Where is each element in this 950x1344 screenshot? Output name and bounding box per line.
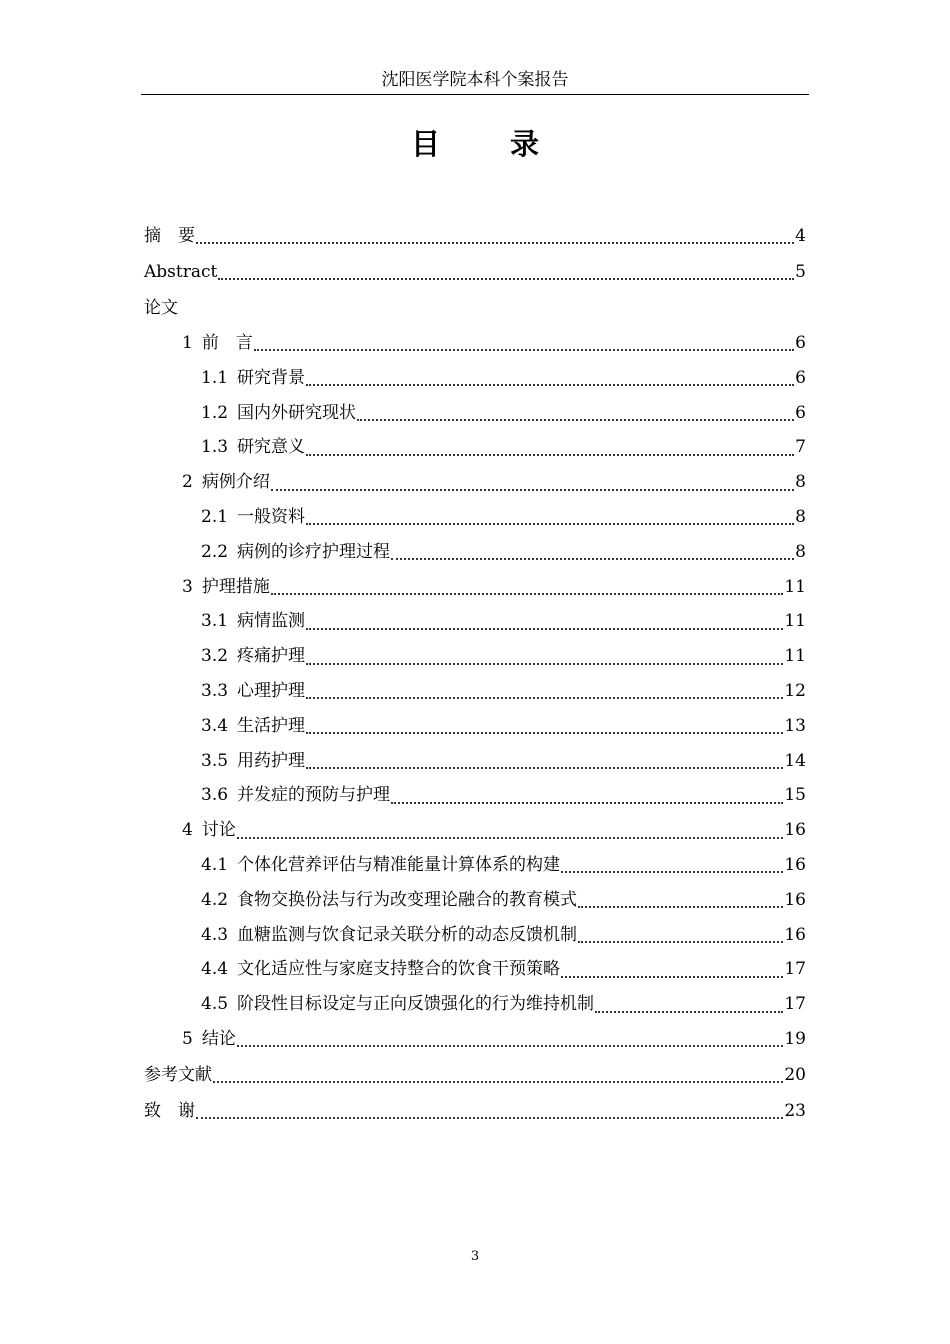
toc-entry-page: 13 bbox=[784, 715, 806, 736]
toc-entry[interactable] bbox=[144, 639, 806, 674]
toc-entry[interactable] bbox=[144, 465, 806, 500]
toc-entry-page: 14 bbox=[784, 750, 806, 771]
toc-leader-dots bbox=[237, 837, 784, 839]
toc-entry[interactable] bbox=[144, 218, 806, 254]
toc-leader-dots bbox=[306, 523, 794, 525]
toc-entry-label: 病情监测 bbox=[237, 611, 306, 632]
toc-entry-page: 11 bbox=[784, 646, 806, 667]
toc-entry-label: 研究背景 bbox=[237, 367, 306, 388]
toc-entry-label: 心理护理 bbox=[237, 680, 306, 701]
toc-entry-label: 病例介绍 bbox=[201, 472, 270, 493]
toc-entry-number: 4 bbox=[182, 820, 193, 841]
running-header: 沈阳医学院本科个案报告 bbox=[381, 70, 569, 90]
toc-entry-label: 食物交换份法与行为改变理论融合的教育模式 bbox=[237, 889, 578, 910]
toc-entry-page: 8 bbox=[795, 541, 806, 562]
toc-entry-label: 用药护理 bbox=[237, 750, 306, 771]
toc-entry-label: 摘 要 bbox=[144, 226, 195, 246]
toc-entry[interactable] bbox=[144, 987, 806, 1022]
table-of-contents bbox=[144, 218, 806, 1129]
toc-entry-number: 3.6 bbox=[201, 785, 229, 806]
toc-entry-page: 16 bbox=[784, 854, 806, 875]
toc-entry-label: 前 言 bbox=[201, 333, 253, 353]
toc-entry[interactable] bbox=[144, 883, 806, 918]
toc-entry-number: 4.3 bbox=[201, 924, 229, 945]
toc-leader-dots bbox=[213, 1081, 783, 1083]
toc-entry[interactable] bbox=[144, 918, 806, 953]
toc-entry-number: 1.3 bbox=[201, 437, 229, 458]
toc-entry-page: 16 bbox=[784, 924, 806, 945]
toc-leader-dots bbox=[391, 802, 783, 804]
toc-entry-page: 11 bbox=[784, 611, 806, 632]
toc-entry[interactable] bbox=[144, 952, 806, 987]
toc-leader-dots bbox=[271, 593, 784, 595]
toc-entry-page: 6 bbox=[795, 333, 806, 353]
toc-entry[interactable] bbox=[144, 1022, 806, 1057]
toc-leader-dots bbox=[578, 941, 783, 943]
toc-entry-number: 3.4 bbox=[201, 715, 229, 736]
toc-entry[interactable] bbox=[144, 535, 806, 570]
toc-entry-number: 4.2 bbox=[201, 889, 229, 910]
toc-entry-number: 3.1 bbox=[201, 611, 229, 632]
header-rule bbox=[141, 94, 809, 95]
toc-entry[interactable] bbox=[144, 1057, 806, 1093]
toc-entry[interactable] bbox=[144, 570, 806, 605]
toc-leader-dots bbox=[578, 906, 783, 908]
toc-entry-page: 8 bbox=[795, 472, 806, 493]
toc-entry-number: 4.1 bbox=[201, 854, 229, 875]
toc-entry-number: 1.1 bbox=[201, 367, 229, 388]
toc-entry[interactable] bbox=[144, 848, 806, 883]
toc-leader-dots bbox=[196, 1117, 783, 1119]
toc-entry-page: 6 bbox=[795, 402, 806, 423]
toc-entry[interactable] bbox=[144, 674, 806, 709]
toc-entry-label: 病例的诊疗护理过程 bbox=[237, 541, 391, 562]
toc-entry-page: 16 bbox=[784, 889, 806, 910]
toc-entry-number: 3.3 bbox=[201, 680, 229, 701]
toc-entry[interactable] bbox=[144, 290, 806, 326]
toc-entry-number: 2.2 bbox=[201, 541, 229, 562]
toc-entry[interactable] bbox=[144, 396, 806, 431]
toc-entry[interactable] bbox=[144, 430, 806, 465]
toc-leader-dots bbox=[237, 1045, 784, 1047]
toc-entry-number: 1.2 bbox=[201, 402, 229, 423]
toc-entry-page: 17 bbox=[784, 959, 806, 980]
toc-entry-page: 16 bbox=[784, 820, 806, 841]
toc-entry-number: 1 bbox=[182, 333, 193, 353]
toc-leader-dots bbox=[196, 242, 794, 244]
toc-leader-dots bbox=[391, 558, 794, 560]
toc-entry-label: 阶段性目标设定与正向反馈强化的行为维持机制 bbox=[237, 994, 595, 1015]
toc-entry-label: 论文 bbox=[144, 298, 178, 318]
toc-entry-page: 8 bbox=[795, 506, 806, 527]
toc-entry-number: 2 bbox=[182, 472, 193, 493]
toc-leader-dots bbox=[306, 767, 783, 769]
toc-entry[interactable] bbox=[144, 744, 806, 779]
toc-entry[interactable] bbox=[144, 778, 806, 813]
toc-entry[interactable] bbox=[144, 604, 806, 639]
toc-entry-number: 2.1 bbox=[201, 506, 229, 527]
toc-entry-number: 3.5 bbox=[201, 750, 229, 771]
toc-entry-label: 生活护理 bbox=[237, 715, 306, 736]
toc-leader-dots bbox=[306, 732, 783, 734]
toc-leader-dots bbox=[306, 384, 794, 386]
toc-entry[interactable] bbox=[144, 709, 806, 744]
toc-entry-label: 结论 bbox=[201, 1028, 236, 1049]
toc-entry-page: 4 bbox=[795, 226, 806, 246]
toc-entry-page: 5 bbox=[795, 262, 806, 282]
toc-entry-label: 疼痛护理 bbox=[237, 646, 306, 667]
toc-leader-dots bbox=[306, 697, 783, 699]
toc-entry-page: 17 bbox=[784, 994, 806, 1015]
toc-leader-dots bbox=[218, 278, 794, 280]
toc-entry-page: 6 bbox=[795, 367, 806, 388]
toc-entry-label: 护理措施 bbox=[201, 576, 270, 597]
toc-entry-label: 并发症的预防与护理 bbox=[237, 785, 391, 806]
toc-entry-page: 12 bbox=[784, 680, 806, 701]
toc-entry-label: 血糖监测与饮食记录关联分析的动态反馈机制 bbox=[237, 924, 578, 945]
toc-entry[interactable] bbox=[144, 813, 806, 848]
toc-entry-label: Abstract bbox=[144, 262, 218, 282]
toc-entry-page: 20 bbox=[784, 1064, 806, 1085]
toc-entry-page: 7 bbox=[795, 437, 806, 458]
toc-entry-label: 致 谢 bbox=[144, 1100, 195, 1121]
toc-entry-label: 一般资料 bbox=[237, 506, 306, 527]
toc-entry-label: 个体化营养评估与精准能量计算体系的构建 bbox=[237, 854, 561, 875]
toc-entry-page: 15 bbox=[784, 785, 806, 806]
toc-leader-dots bbox=[306, 454, 794, 456]
toc-leader-dots bbox=[271, 489, 794, 491]
toc-entry-label: 研究意义 bbox=[237, 437, 306, 458]
toc-leader-dots bbox=[306, 663, 783, 665]
toc-entry-page: 23 bbox=[784, 1100, 806, 1121]
page-number: 3 bbox=[470, 1249, 480, 1264]
toc-leader-dots bbox=[595, 1011, 783, 1013]
toc-entry-number: 5 bbox=[182, 1028, 193, 1049]
toc-entry[interactable] bbox=[144, 500, 806, 535]
toc-leader-dots bbox=[306, 628, 783, 630]
toc-entry[interactable] bbox=[144, 1093, 806, 1129]
toc-entry-number: 4.5 bbox=[201, 994, 229, 1015]
toc-entry-label: 文化适应性与家庭支持整合的饮食干预策略 bbox=[237, 959, 561, 980]
toc-entry-page: 11 bbox=[784, 576, 806, 597]
toc-entry[interactable] bbox=[144, 254, 806, 290]
toc-leader-dots bbox=[561, 871, 783, 873]
toc-entry-number: 3 bbox=[182, 576, 193, 597]
toc-entry-label: 参考文献 bbox=[144, 1064, 212, 1085]
toc-entry-number: 4.4 bbox=[201, 959, 229, 980]
toc-leader-dots bbox=[357, 419, 794, 421]
toc-leader-dots bbox=[561, 976, 783, 978]
page-title: 目 录 bbox=[410, 127, 570, 161]
toc-entry[interactable] bbox=[144, 361, 806, 396]
toc-entry-label: 国内外研究现状 bbox=[237, 402, 357, 423]
toc-leader-dots bbox=[254, 349, 794, 351]
toc-entry-number: 3.2 bbox=[201, 646, 229, 667]
toc-entry-page: 19 bbox=[784, 1028, 806, 1049]
toc-entry-label: 讨论 bbox=[201, 820, 236, 841]
toc-entry[interactable] bbox=[144, 326, 806, 361]
